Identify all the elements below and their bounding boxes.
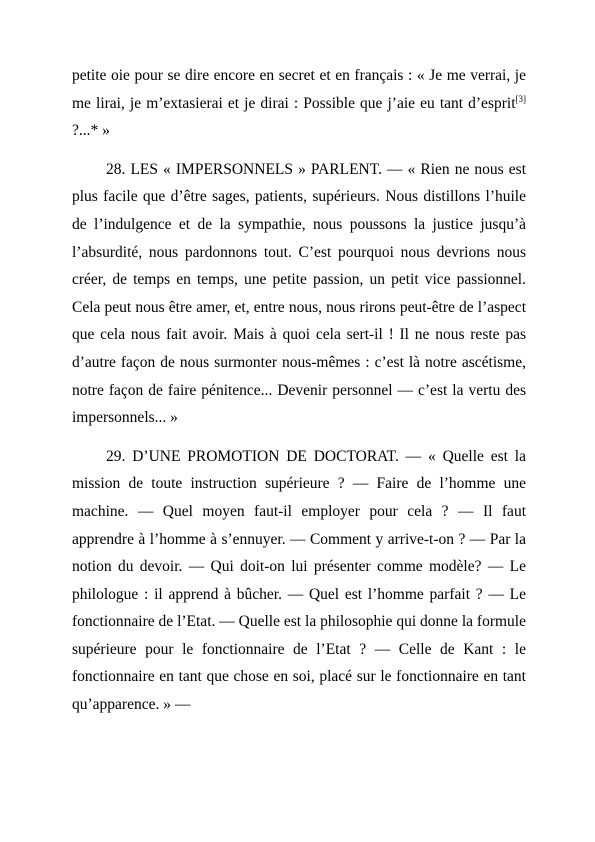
paragraph-continuation: [72, 62, 526, 145]
aphorism-heading: 29. D’UNE PROMOTION DE DOCTORAT.: [106, 447, 399, 465]
footnote-reference[interactable]: [3]: [515, 93, 526, 104]
paragraph-aphorism-28: [72, 156, 526, 432]
paragraph-text-after: ?...* »: [72, 122, 110, 140]
paragraph-text: — « Quelle est la mission de toute instruction supérieure ? — Faire de l’homme une machine. — Quel moyen faut-il employer pour cela ? — Il faut apprendre à l’homme à s’ennuyer. — Comment y arrive-t-on ? — Par la notion du devoir. — Qui doit-on lui présenter comme modèle? — Le philologue : il apprend à bûcher. — Quel est l’homme parfait ? — Le fonctionnaire de l’Etat. — Quelle est la philosophie qui donne la formule supérieure pour le fonctionnaire de l’Etat ? — Celle de Kant : le fonctionnaire en tant que chose en soi, placé sur le fonctionnaire en tant qu’apparence. » —: [72, 447, 526, 714]
paragraph-text: petite oie pour se dire encore en secret et en français : « Je me verrai, je me lirai, je m’extasierai et je dirai : Possible que j’aie eu tant d’esprit: [72, 67, 526, 112]
paragraph-text: — « Rien ne nous est plus facile que d’être sages, patients, supérieurs. Nous distillons l’huile de l’indulgence et de la sympathie, nous poussons la justice jusqu’à l’absurdité, nous pardonnons tout. C’est pourquoi nous devrions nous créer, de temps en temps, une petite passion, un petit vice passionnel. Cela peut nous être amer, et, entre nous, nous rirons peut-être de l’aspect que cela nous fait avoir. Mais à quoi cela sert-il ! Il ne nous reste pas d’autre façon de nous surmonter nous-mêmes : c’est là notre ascétisme, notre façon de faire pénitence... Devenir personnel — c’est la vertu des impersonnels... »: [72, 160, 526, 427]
document-page: [72, 62, 526, 719]
paragraph-aphorism-29: [72, 443, 526, 719]
aphorism-heading: 28. LES « IMPERSONNELS » PARLENT.: [106, 160, 382, 178]
